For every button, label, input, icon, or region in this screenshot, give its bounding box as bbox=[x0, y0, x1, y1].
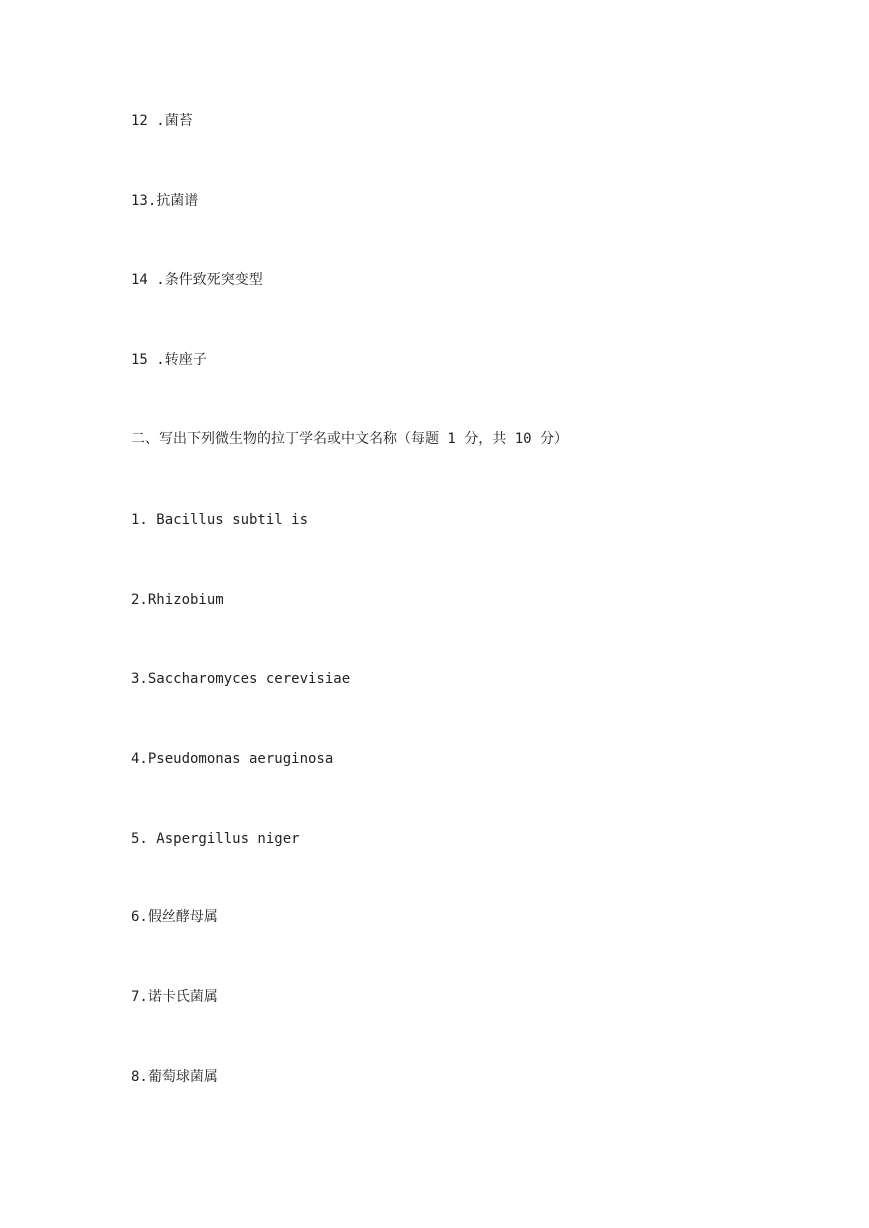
term-13: 13.抗菌谱 bbox=[131, 193, 199, 209]
term-14: 14 .条件致死突变型 bbox=[131, 272, 263, 288]
question-item-6: 6.假丝酵母属 bbox=[131, 909, 218, 925]
term-15: 15 .转座子 bbox=[131, 352, 207, 368]
question-item-3: 3.Saccharomyces cerevisiae bbox=[131, 671, 351, 687]
question-item-8: 8.葡萄球菌属 bbox=[131, 1069, 218, 1085]
question-item-1: 1. Bacillus subtil is bbox=[131, 512, 309, 528]
question-item-2: 2.Rhizobium bbox=[131, 592, 224, 608]
question-item-4: 4.Pseudomonas aeruginosa bbox=[131, 751, 334, 767]
question-item-5: 5. Aspergillus niger bbox=[131, 831, 300, 847]
question-item-7: 7.诺卡氏菌属 bbox=[131, 989, 218, 1005]
term-12: 12 .菌苔 bbox=[131, 113, 193, 129]
section-two-heading: 二、写出下列微生物的拉丁学名或中文名称（每题 1 分，共 10 分） bbox=[131, 431, 568, 447]
